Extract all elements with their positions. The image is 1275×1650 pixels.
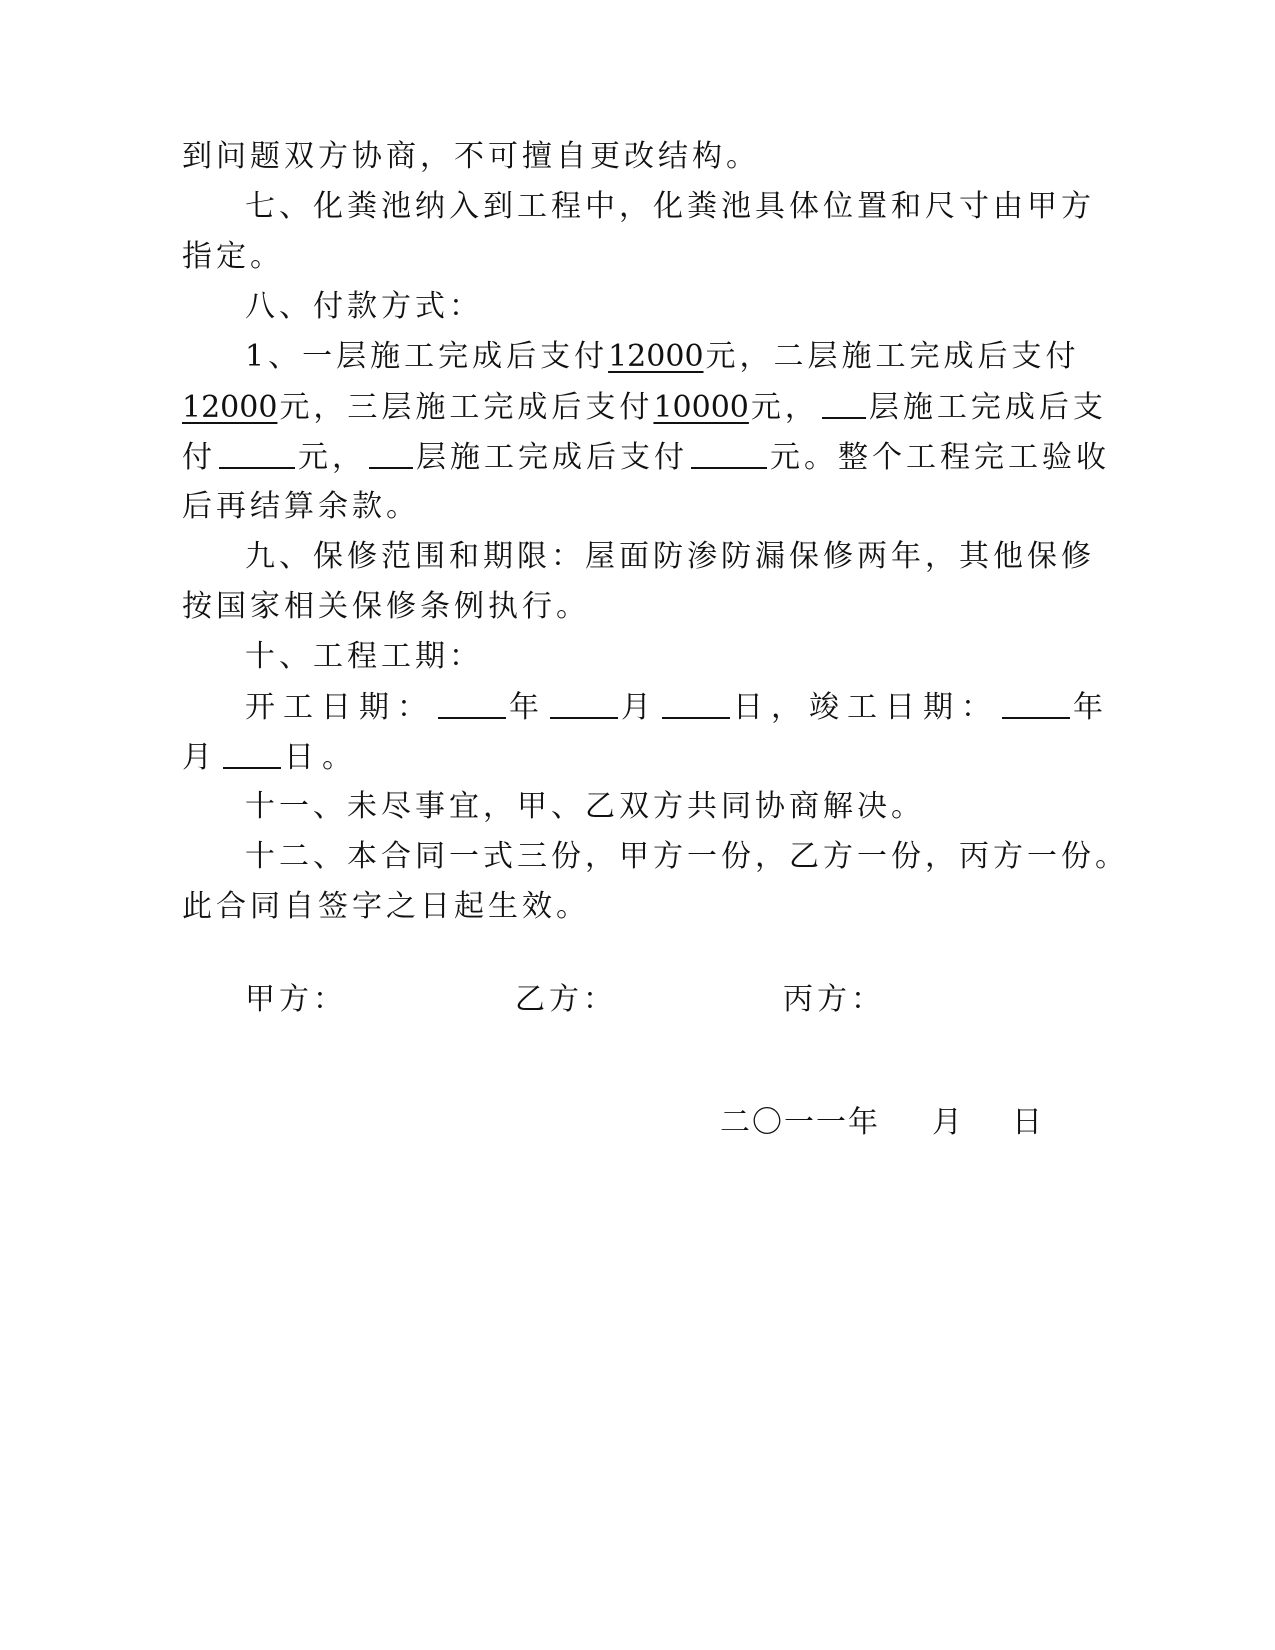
blank-amount-4 [219,437,295,469]
party-b-signature-label: 乙方： [515,982,617,1017]
clause-7-text-1: 七、化粪池纳入到工程中，化粪池具体位置和尺寸由甲方 [245,189,1095,224]
blank-end-day [223,737,281,769]
clause-7-line-1 [245,187,1145,227]
clause-9-line-1 [245,537,1145,577]
payment-text-d: 元， [750,390,819,425]
signing-date [720,1103,1042,1143]
end-day-unit: 日。 [284,740,360,775]
end-date-label: 竣工日期： [809,690,999,725]
blank-floor-5 [369,437,413,469]
payment-text-i: 元。整个工程完工验收 [770,440,1110,475]
clause-8-title [245,287,1145,327]
signing-date-year: 二〇一一年 [720,1105,880,1140]
payment-text-a: 1、一层施工完成后支付 [245,339,609,374]
payment-text-b: 元，二层施工完成后支付 [705,339,1080,374]
payment-text-e: 层施工完成后支 [868,390,1107,425]
payment-text-c: 元，三层施工完成后支付 [279,390,654,425]
clause-7-line-2 [182,237,1082,277]
signing-date-day: 日 [1012,1105,1042,1140]
clause-11-text: 十一、未尽事宜，甲、乙双方共同协商解决。 [245,789,925,824]
clause-7-text-2: 指定。 [182,239,284,274]
clause-12-text-1: 十二、本合同一式三份，甲方一份，乙方一份，丙方一份。 [245,839,1129,874]
blank-floor-4 [822,387,866,419]
clause-8-1-line-2 [182,387,1107,427]
clause-9-text-1: 九、保修范围和期限：屋面防渗防漏保修两年，其他保修 [245,539,1095,574]
party-c-signature-label: 丙方： [783,982,885,1017]
payment-amount-3: 10000 [653,390,749,425]
clause-10-dates-line-2 [182,737,1082,777]
party-a-signature-label: 甲方： [245,982,347,1017]
clause-12-line-1 [245,837,1145,877]
payment-amount-1: 12000 [608,339,704,374]
blank-amount-5 [691,437,767,469]
payment-text-h: 层施工完成后支付 [416,440,688,475]
start-day-unit: 日， [733,690,809,725]
payment-text-f: 付 [182,440,216,475]
clause-9-text-2: 按国家相关保修条例执行。 [182,589,590,624]
start-year-unit: 年 [509,690,547,725]
clause-8-1-line-4 [182,487,1082,527]
clause-12-line-2 [182,887,1082,927]
signing-date-month: 月 [932,1105,962,1140]
payment-amount-2: 12000 [182,390,278,425]
end-month-unit: 月 [182,740,220,775]
clause-8-1-line-1 [245,337,1145,377]
clause-12-text-2: 此合同自签字之日起生效。 [182,889,590,924]
blank-start-year [438,687,506,719]
blank-start-day [662,687,730,719]
clause-11 [245,787,1145,827]
clause-8-title-text: 八、付款方式： [245,289,483,324]
clause-10-title-text: 十、工程工期： [245,639,483,674]
start-date-label: 开工日期： [245,690,435,725]
clause-8-1-line-3 [182,437,1110,477]
clause-9-line-2 [182,587,1082,627]
blank-end-year [1002,687,1070,719]
clause-6-text: 到问题双方协商，不可擅自更改结构。 [182,139,760,174]
clause-6-tail [182,137,1082,177]
payment-text-g: 元， [298,440,366,475]
end-year-unit: 年 [1073,690,1111,725]
clause-10-title [245,637,1145,677]
clause-10-dates-line-1 [245,687,1145,727]
start-month-unit: 月 [621,690,659,725]
blank-start-month [550,687,618,719]
payment-text-j: 后再结算余款。 [182,489,420,524]
